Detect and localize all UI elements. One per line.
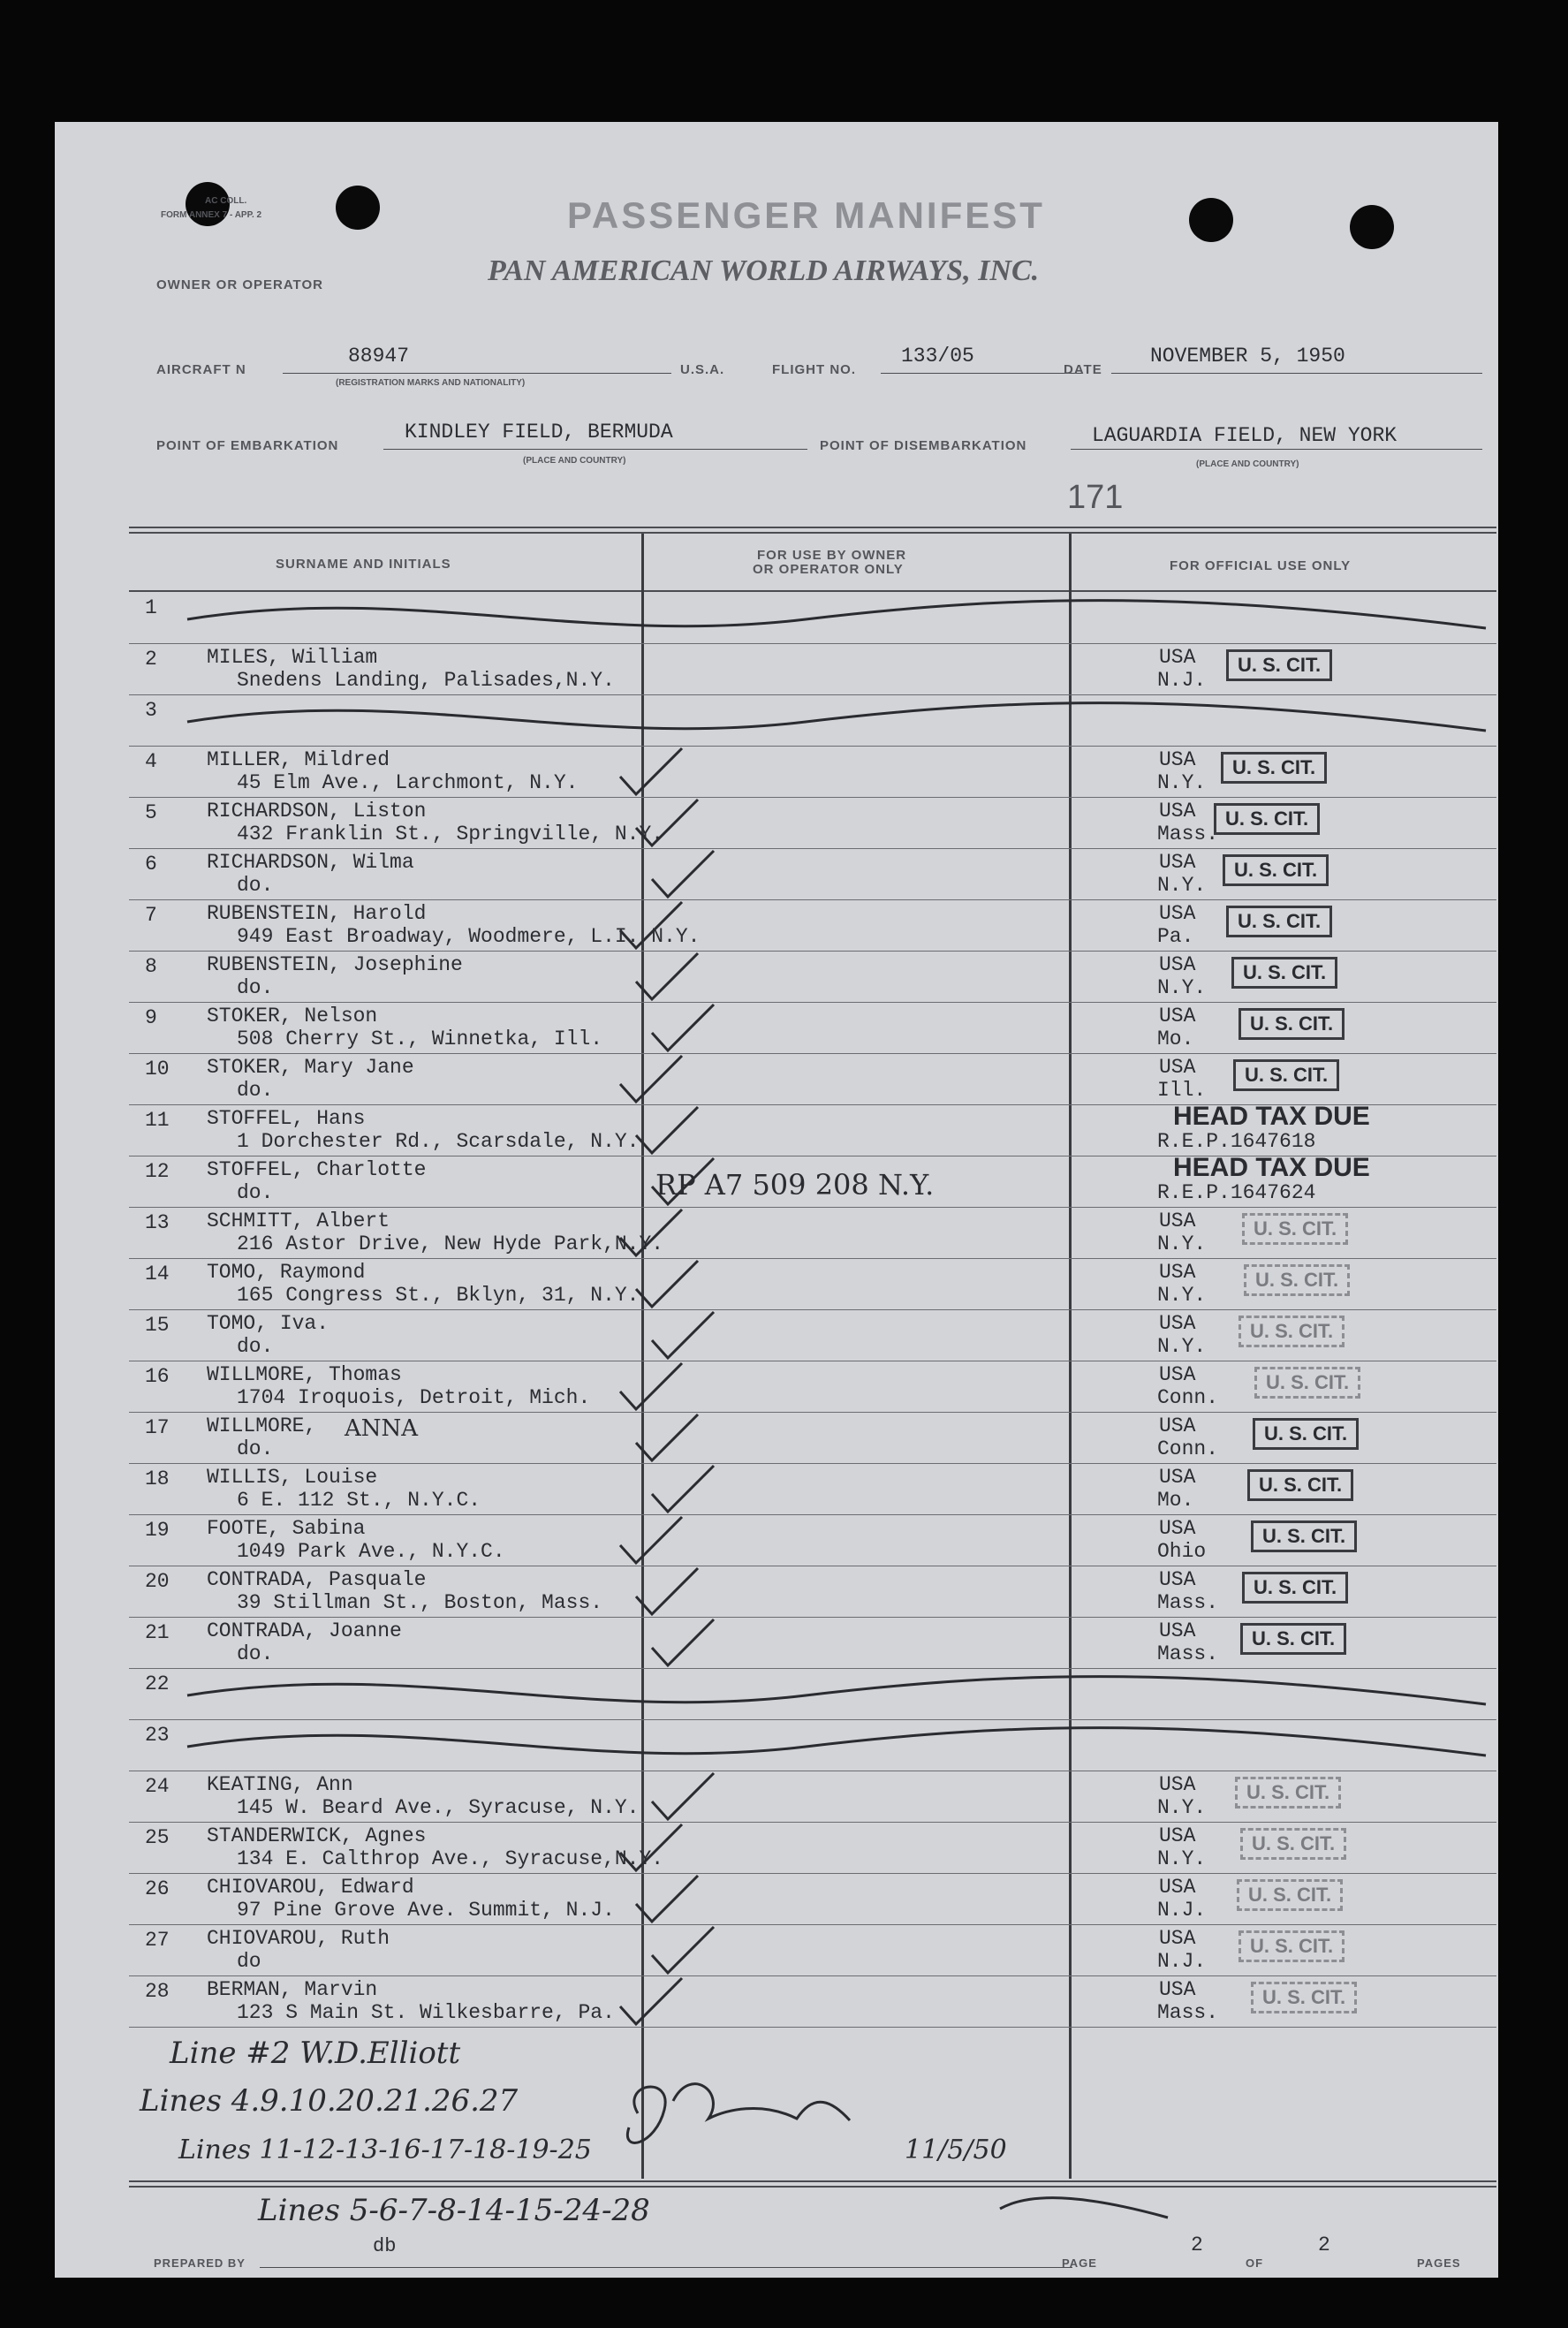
disembarkation-point: LAGUARDIA FIELD, NEW YORK [1092, 424, 1398, 447]
state: N.Y. [1157, 1847, 1207, 1870]
check-mark [652, 1773, 714, 1819]
citizenship: USA [1159, 1209, 1196, 1232]
state: Mass. [1157, 823, 1219, 846]
state: N.Y. [1157, 874, 1207, 897]
us-citizen-stamp: U. S. CIT. [1244, 1264, 1350, 1296]
check-mark [652, 1927, 714, 1973]
pages-total: 2 [1318, 2233, 1330, 2256]
row-number: 14 [145, 1263, 170, 1285]
column-header-surname: SURNAME AND INITIALS [276, 557, 451, 572]
citizenship: USA [1159, 748, 1196, 771]
row-number: 7 [145, 904, 157, 927]
handwritten-footer-line2: Lines 4.9.10.20.21.26.27 [140, 2083, 519, 2119]
passenger-name: STOKER, Nelson [207, 1005, 378, 1028]
page-label: PAGE [1062, 2256, 1097, 2270]
us-citizen-stamp: U. S. CIT. [1254, 1367, 1360, 1399]
row-number: 20 [145, 1570, 170, 1593]
state: N.Y. [1157, 1284, 1207, 1307]
handwritten-footer-date: 11/5/50 [905, 2135, 1007, 2165]
row-number: 21 [145, 1621, 170, 1644]
row-number: 23 [145, 1724, 170, 1747]
passenger-address: do. [237, 1642, 274, 1665]
passenger-name: MILLER, Mildred [207, 748, 390, 771]
check-mark [620, 1363, 682, 1409]
flight-date: NOVEMBER 5, 1950 [1150, 345, 1345, 368]
passenger-address: Snedens Landing, Palisades,N.Y. [237, 669, 615, 692]
us-citizen-stamp: U. S. CIT. [1235, 1777, 1341, 1809]
us-citizen-stamp: U. S. CIT. [1226, 649, 1332, 681]
embarkation-sublabel: (PLACE AND COUNTRY) [523, 456, 626, 466]
state: N.J. [1157, 669, 1207, 692]
state: Ill. [1157, 1079, 1207, 1102]
us-citizen-stamp: U. S. CIT. [1251, 1982, 1357, 2013]
handwritten-footer-line3: Lines 11-12-13-16-17-18-19-25 [178, 2135, 592, 2165]
head-tax-stamp: HEAD TAX DUE [1173, 1102, 1370, 1131]
check-mark [636, 1107, 698, 1153]
us-citizen-stamp: U. S. CIT. [1238, 1316, 1345, 1347]
row-number: 4 [145, 750, 157, 773]
state: Mo. [1157, 1028, 1194, 1050]
passenger-name: RICHARDSON, Liston [207, 800, 427, 823]
passenger-name: TOMO, Iva. [207, 1312, 330, 1335]
operator-name: PAN AMERICAN WORLD AIRWAYS, INC. [488, 254, 1040, 287]
state: N.Y. [1157, 1232, 1207, 1255]
check-mark [652, 1005, 714, 1050]
official-code: R.E.P.1647618 [1157, 1130, 1316, 1153]
passenger-address: do. [237, 1079, 274, 1102]
passenger-name: RICHARDSON, Wilma [207, 851, 414, 874]
check-mark [636, 1414, 698, 1460]
citizenship: USA [1159, 1056, 1196, 1079]
passenger-address: 1704 Iroquois, Detroit, Mich. [237, 1386, 591, 1409]
passenger-address: 949 East Broadway, Woodmere, L.I. N.Y. [237, 925, 701, 948]
state: N.J. [1157, 1950, 1207, 1973]
state: N.Y. [1157, 1335, 1207, 1358]
us-citizen-stamp: U. S. CIT. [1223, 854, 1329, 886]
form-title: PASSENGER MANIFEST [567, 194, 1045, 236]
passenger-address: 45 Elm Ave., Larchmont, N.Y. [237, 771, 579, 794]
row-number: 1 [145, 596, 157, 619]
row-number: 6 [145, 853, 157, 876]
us-citizen-stamp: U. S. CIT. [1238, 1008, 1345, 1040]
us-citizen-stamp: U. S. CIT. [1226, 906, 1332, 937]
passenger-address: 123 S Main St. Wilkesbarre, Pa. [237, 2001, 615, 2024]
passenger-name: WILLMORE, [207, 1414, 317, 1437]
passenger-address: 432 Franklin St., Springville, N.Y. [237, 823, 664, 846]
row-number: 9 [145, 1006, 157, 1029]
sheet-number: 171 [1067, 479, 1124, 516]
row-number: 5 [145, 801, 157, 824]
us-citizen-stamp: U. S. CIT. [1214, 803, 1320, 835]
citizenship: USA [1159, 902, 1196, 925]
us-citizen-stamp: U. S. CIT. [1237, 1879, 1343, 1911]
row-number: 11 [145, 1109, 170, 1132]
aircraft-label: AIRCRAFT N [156, 362, 246, 377]
passenger-address: do. [237, 1335, 274, 1358]
us-citizen-stamp: U. S. CIT. [1251, 1520, 1357, 1552]
passenger-address: do. [237, 874, 274, 897]
us-citizen-stamp: U. S. CIT. [1240, 1828, 1346, 1860]
citizenship: USA [1159, 1414, 1196, 1437]
disembarkation-sublabel: (PLACE AND COUNTRY) [1196, 459, 1299, 469]
passenger-address: 1049 Park Ave., N.Y.C. [237, 1540, 505, 1563]
page-number: 2 [1191, 2233, 1203, 2256]
us-citizen-stamp: U. S. CIT. [1231, 957, 1337, 989]
manifest-sheet [55, 122, 1498, 2278]
handwritten-lookout-number: RP A7 509 208 N.Y. [655, 1168, 935, 1202]
head-tax-stamp: HEAD TAX DUE [1173, 1153, 1370, 1182]
check-mark [636, 1261, 698, 1307]
citizenship: USA [1159, 646, 1196, 669]
row-number: 17 [145, 1416, 170, 1439]
passenger-name: RUBENSTEIN, Josephine [207, 953, 463, 976]
row-number: 15 [145, 1314, 170, 1337]
check-mark [620, 1209, 682, 1255]
check-mark [652, 1619, 714, 1665]
passenger-address: 39 Stillman St., Boston, Mass. [237, 1591, 603, 1614]
us-citizen-stamp: U. S. CIT. [1240, 1623, 1346, 1655]
check-mark [636, 953, 698, 999]
us-citizen-stamp: U. S. CIT. [1242, 1213, 1348, 1245]
state: N.Y. [1157, 1796, 1207, 1819]
passenger-address: 1 Dorchester Rd., Scarsdale, N.Y. [237, 1130, 640, 1153]
passenger-name: KEATING, Ann [207, 1773, 353, 1796]
passenger-name: STOFFEL, Hans [207, 1107, 366, 1130]
row-number: 10 [145, 1058, 170, 1081]
state: Pa. [1157, 925, 1194, 948]
check-mark [636, 1876, 698, 1922]
passenger-name: STOFFEL, Charlotte [207, 1158, 427, 1181]
citizenship: USA [1159, 1312, 1196, 1335]
row-number: 25 [145, 1826, 170, 1849]
passenger-address: 134 E. Calthrop Ave., Syracuse,N.Y. [237, 1847, 664, 1870]
check-mark [620, 1978, 682, 2024]
aircraft-number: 88947 [348, 345, 410, 368]
column-header-owner-2: OR OPERATOR ONLY [753, 562, 904, 577]
citizenship: USA [1159, 1005, 1196, 1028]
citizenship: USA [1159, 1619, 1196, 1642]
passenger-name: CONTRADA, Pasquale [207, 1568, 427, 1591]
of-label: OF [1246, 2256, 1264, 2270]
check-mark [652, 1158, 714, 1204]
row-number: 26 [145, 1877, 170, 1900]
state: Conn. [1157, 1437, 1219, 1460]
check-mark [636, 1568, 698, 1614]
prepared-by-label: PREPARED BY [154, 2256, 246, 2270]
check-mark [620, 1517, 682, 1563]
official-code: R.E.P.1647624 [1157, 1181, 1316, 1204]
row-number: 13 [145, 1211, 170, 1234]
us-citizen-stamp: U. S. CIT. [1238, 1930, 1345, 1962]
state: N.Y. [1157, 976, 1207, 999]
strike-and-check-marks [55, 122, 1498, 2278]
passenger-address: 97 Pine Grove Ave. Summit, N.J. [237, 1899, 615, 1922]
us-citizen-stamp: U. S. CIT. [1233, 1059, 1339, 1091]
state: N.Y. [1157, 771, 1207, 794]
column-header-official: FOR OFFICIAL USE ONLY [1170, 558, 1352, 573]
state: Mo. [1157, 1489, 1194, 1512]
row-number: 19 [145, 1519, 170, 1542]
citizenship: USA [1159, 1927, 1196, 1950]
state: N.J. [1157, 1899, 1207, 1922]
disembarkation-label: POINT OF DISEMBARKATION [820, 438, 1027, 453]
strike-line [187, 1677, 1486, 1704]
embarkation-label: POINT OF EMBARKATION [156, 438, 339, 453]
citizenship: USA [1159, 953, 1196, 976]
check-mark [620, 902, 682, 948]
state: Mass. [1157, 1642, 1219, 1665]
operator-label: OWNER OR OPERATOR [156, 277, 323, 292]
column-header-owner-1: FOR USE BY OWNER [757, 548, 907, 563]
state: Mass. [1157, 1591, 1219, 1614]
aircraft-sublabel: (REGISTRATION MARKS AND NATIONALITY) [336, 378, 526, 388]
passenger-name: CHIOVAROU, Edward [207, 1876, 414, 1899]
state: Conn. [1157, 1386, 1219, 1409]
handwritten-footer-line4: Lines 5-6-7-8-14-15-24-28 [258, 2193, 650, 2228]
strike-line [187, 601, 1486, 628]
row-number: 22 [145, 1672, 170, 1695]
form-id-line2: FORM ANNEX 7 - APP. 2 [161, 210, 262, 220]
passenger-address: 145 W. Beard Ave., Syracuse, N.Y. [237, 1796, 640, 1819]
strike-line [187, 1728, 1486, 1755]
passenger-address: 6 E. 112 St., N.Y.C. [237, 1489, 481, 1512]
citizenship: USA [1159, 1363, 1196, 1386]
citizenship: USA [1159, 1466, 1196, 1489]
passenger-name: MILES, William [207, 646, 378, 669]
passenger-name: BERMAN, Marvin [207, 1978, 378, 2001]
passenger-name: RUBENSTEIN, Harold [207, 902, 427, 925]
citizenship: USA [1159, 851, 1196, 874]
us-citizen-stamp: U. S. CIT. [1242, 1572, 1348, 1604]
row-number: 28 [145, 1980, 170, 2003]
handwritten-footer-line1: Line #2 W.D.Elliott [170, 2036, 461, 2071]
citizenship: USA [1159, 1978, 1196, 2001]
check-mark [652, 851, 714, 897]
passenger-address: do. [237, 976, 274, 999]
citizenship: USA [1159, 1824, 1196, 1847]
embarkation-point: KINDLEY FIELD, BERMUDA [405, 421, 673, 444]
check-mark [620, 1824, 682, 1870]
row-number: 18 [145, 1467, 170, 1490]
passenger-address: 165 Congress St., Bklyn, 31, N.Y. [237, 1284, 640, 1307]
passenger-address: 508 Cherry St., Winnetka, Ill. [237, 1028, 603, 1050]
passenger-name: CHIOVAROU, Ruth [207, 1927, 390, 1950]
pages-label: PAGES [1417, 2256, 1461, 2270]
check-mark [652, 1466, 714, 1512]
passenger-address: do. [237, 1181, 274, 1204]
row-number: 2 [145, 648, 157, 671]
row-number: 24 [145, 1775, 170, 1798]
row-number: 8 [145, 955, 157, 978]
strike-line [187, 703, 1486, 731]
citizenship: USA [1159, 1517, 1196, 1540]
citizenship: USA [1159, 1773, 1196, 1796]
row-number: 27 [145, 1929, 170, 1952]
passenger-address: do. [237, 1437, 274, 1460]
nationality: U.S.A. [680, 362, 725, 377]
handwritten-name-anna: ANNA [345, 1415, 419, 1442]
passenger-name: SCHMITT, Albert [207, 1209, 390, 1232]
passenger-name: CONTRADA, Joanne [207, 1619, 402, 1642]
check-mark [652, 1312, 714, 1358]
check-mark [620, 1056, 682, 1102]
row-number: 12 [145, 1160, 170, 1183]
flight-number: 133/05 [901, 345, 974, 368]
us-citizen-stamp: U. S. CIT. [1247, 1469, 1353, 1501]
row-number: 16 [145, 1365, 170, 1388]
passenger-name: WILLMORE, Thomas [207, 1363, 402, 1386]
passenger-name: STANDERWICK, Agnes [207, 1824, 427, 1847]
citizenship: USA [1159, 1261, 1196, 1284]
flight-label: FLIGHT NO. [772, 362, 856, 377]
citizenship: USA [1159, 1876, 1196, 1899]
citizenship: USA [1159, 800, 1196, 823]
state: Mass. [1157, 2001, 1219, 2024]
passenger-name: STOKER, Mary Jane [207, 1056, 414, 1079]
passenger-address: 216 Astor Drive, New Hyde Park,N.Y. [237, 1232, 664, 1255]
state: Ohio [1157, 1540, 1207, 1563]
citizenship: USA [1159, 1568, 1196, 1591]
passenger-name: FOOTE, Sabina [207, 1517, 366, 1540]
row-number: 3 [145, 699, 157, 722]
check-mark [636, 800, 698, 846]
passenger-name: TOMO, Raymond [207, 1261, 366, 1284]
prepared-by-initials: db [373, 2235, 397, 2257]
us-citizen-stamp: U. S. CIT. [1253, 1418, 1359, 1450]
passenger-address: do [237, 1950, 261, 1973]
us-citizen-stamp: U. S. CIT. [1221, 752, 1327, 784]
form-id-line1: AC COLL. [205, 196, 247, 206]
check-mark [620, 748, 682, 794]
date-label: DATE [1064, 362, 1102, 377]
passenger-name: WILLIS, Louise [207, 1466, 378, 1489]
